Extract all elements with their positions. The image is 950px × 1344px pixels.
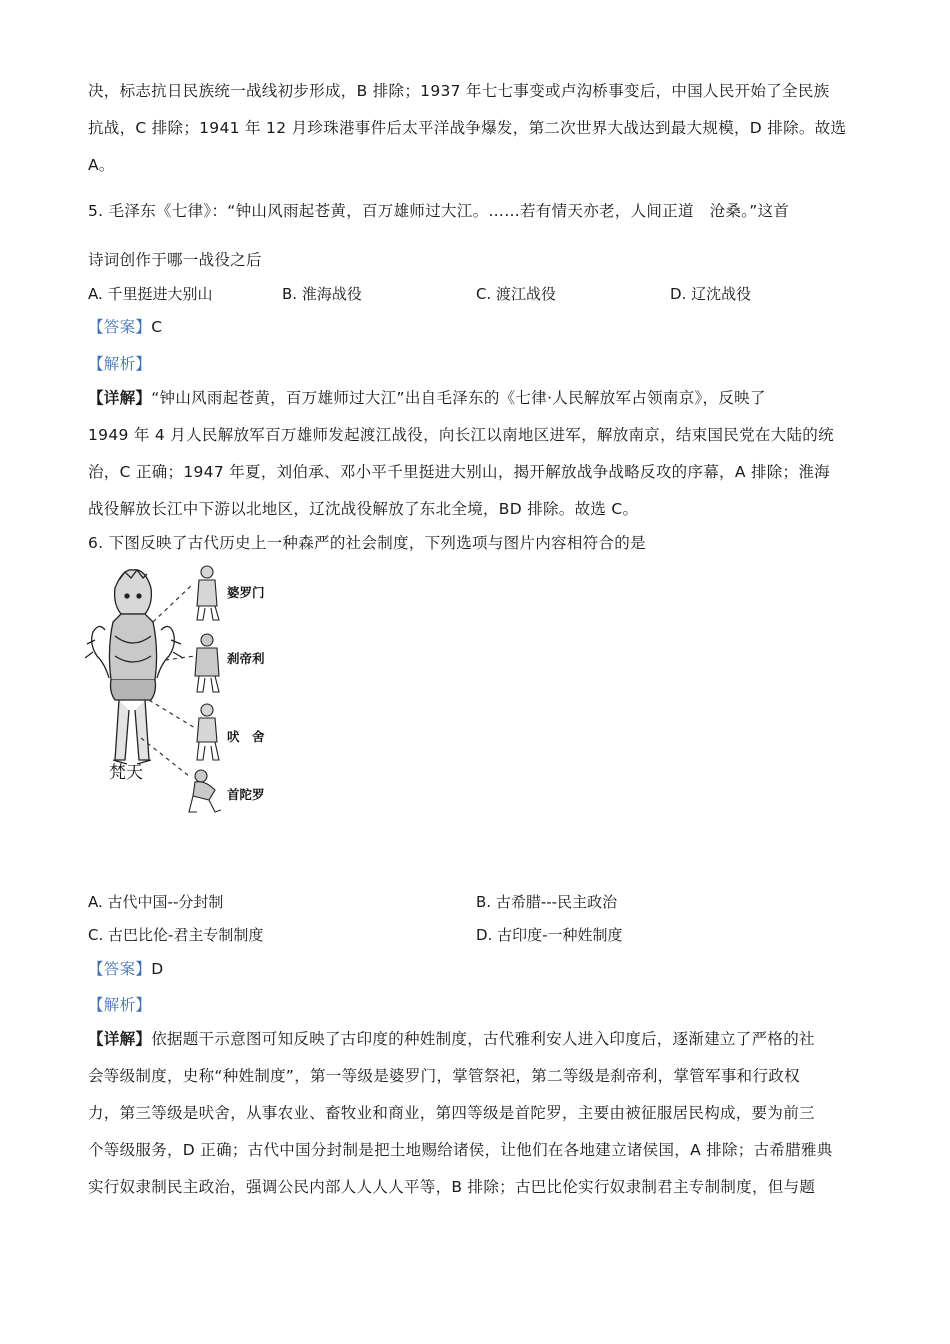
- q5-analysis-tag: 【解析】: [88, 355, 152, 373]
- prev-explanation-line-2: 抗战，C 排除；1941 年 12 月珍珠港事件后太平洋战争爆发，第二次世界大战达到最大规模，D 排除。故选: [88, 119, 847, 137]
- prev-explanation-line-3: A。: [88, 156, 115, 174]
- q6-detail-text-1: 依据题干示意图可知反映了古印度的种姓制度，古代雅利安人进入印度后，逐渐建立了严格的社: [151, 1030, 815, 1048]
- q6-answer-tag: 【答案】: [88, 960, 152, 978]
- brahmin-figure-icon: [197, 566, 219, 620]
- q6-option-d: D. 古印度-一种姓制度: [476, 926, 623, 944]
- q6-option-b: B. 古希腊---民主政治: [476, 893, 618, 911]
- q5-option-d: D. 辽沈战役: [670, 285, 752, 303]
- shudra-figure-icon: [189, 770, 221, 812]
- q6-detail-line-3: 力，第三等级是吠舍，从事农业、畜牧业和商业，第四等级是首陀罗，主要由被征服居民构成，要为前三: [88, 1104, 815, 1122]
- q5-detail-text-1: “钟山风雨起苍黄，百万雄师过大江”出自毛泽东的《七律·人民解放军占领南京》，反映了: [151, 389, 766, 407]
- kshatriya-figure-icon: [195, 634, 219, 692]
- q5-answer-line: [88, 317, 868, 337]
- q6-detail-line-1: [88, 1029, 868, 1049]
- q6-analysis-tag: 【解析】: [88, 996, 152, 1014]
- q6-stem: 6. 下图反映了古代历史上一种森严的社会制度，下列选项与图片内容相符合的是: [88, 534, 646, 552]
- q5-option-c: C. 渡江战役: [476, 285, 557, 303]
- q5-detail-line-3: 治，C 正确；1947 年夏，刘伯承、邓小平千里挺进大别山，揭开解放战争战略反攻的序幕，A 排除；淮海: [88, 463, 830, 481]
- q6-answer-line: [88, 959, 868, 979]
- q5-stem-line-2: 诗词创作于哪一战役之后: [88, 251, 262, 269]
- q5-option-a: A. 千里挺进大别山: [88, 285, 213, 303]
- q5-detail-tag: 【详解】: [88, 389, 152, 407]
- prev-explanation-line-1: 决，标志抗日民族统一战线初步形成，B 排除；1937 年七七事变或卢沟桥事变后，中国人民开始了全民族: [88, 82, 830, 100]
- q6-option-c: C. 古巴比伦-君主专制制度: [88, 926, 264, 944]
- q6-answer: D: [151, 960, 164, 978]
- caste-label-kshatriya: 刹帝利: [227, 651, 265, 666]
- q5-detail-line-1: [88, 388, 868, 408]
- q5-option-b: B. 淮海战役: [282, 285, 362, 303]
- caste-label-shudra: 首陀罗: [227, 787, 265, 802]
- q5-stem-line-1: 5. 毛泽东《七律》：“钟山风雨起苍黄，百万雄师过大江。……若有情天亦老，人间正道 沧桑。”这首: [88, 202, 790, 220]
- q6-option-a: A. 古代中国--分封制: [88, 893, 224, 911]
- caste-label-brahmin: 婆罗门: [227, 585, 265, 600]
- q6-detail-line-5: 实行奴隶制民主政治，强调公民内部人人人人平等，B 排除；古巴比伦实行奴隶制君主专制制度，但与题: [88, 1178, 816, 1196]
- q6-detail-line-4: 个等级服务，D 正确；古代中国分封制是把土地赐给诸侯，让他们在各地建立诸侯国，A 排除；古希腊雅典: [88, 1141, 833, 1159]
- q5-detail-line-4: 战役解放长江中下游以北地区，辽沈战役解放了东北全境，BD 排除。故选 C。: [88, 500, 639, 518]
- caste-label-vaishya: 吠 舍: [227, 729, 265, 744]
- q6-detail-line-2: 会等级制度，史称“种姓制度”，第一等级是婆罗门，掌管祭祀，第二等级是刹帝利，掌管军事和行政权: [88, 1067, 800, 1085]
- brahma-figure-icon: [85, 570, 183, 764]
- q6-detail-tag: 【详解】: [88, 1030, 152, 1048]
- vaishya-figure-icon: [197, 704, 219, 760]
- brahma-label: 梵天: [109, 763, 143, 783]
- q5-answer-tag: 【答案】: [88, 318, 152, 336]
- caste-system-figure: [85, 560, 285, 820]
- q5-detail-line-2: 1949 年 4 月人民解放军百万雄师发起渡江战役，向长江以南地区进军，解放南京，结束国民党在大陆的统: [88, 426, 834, 444]
- q5-answer: C: [151, 318, 163, 336]
